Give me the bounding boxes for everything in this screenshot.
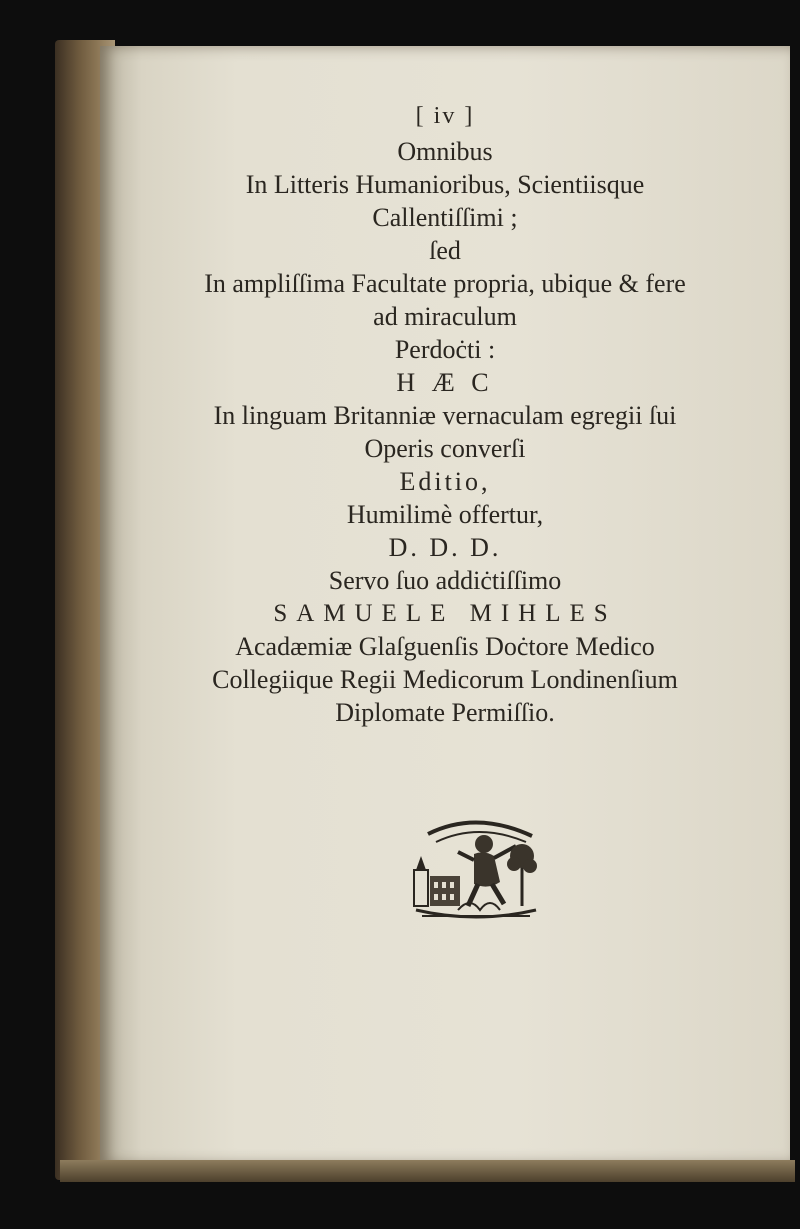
text-line-editio: Editio,	[399, 467, 491, 496]
dedication-text	[100, 100, 790, 729]
printers-ornament-icon	[408, 812, 544, 924]
text-line-miraculum: ad miraculum	[373, 302, 517, 331]
text-line-ddd: D. D. D.	[388, 533, 502, 562]
text-line-sed: ſed	[429, 236, 461, 265]
text-line-amplissima: In ampliſſima Facultate propria, ubique & fere	[204, 269, 686, 298]
text-line-acadaemiae: Acadæmiæ Glaſguenſis Doċtore Medico	[235, 632, 655, 661]
text-line-linguam: In linguam Britanniæ vernaculam egregii ſui	[213, 401, 677, 430]
page-number-header: [ iv ]	[415, 103, 475, 129]
text-line-haec: H Æ C	[396, 368, 494, 397]
text-line-offertur: Humilimè offertur,	[346, 500, 544, 529]
text-line-servo: Servo ſuo addiċtiſſimo	[328, 566, 562, 595]
text-line-operis: Operis converſi	[364, 434, 526, 463]
text-line-callentissimi: Callentiſſimi ;	[372, 203, 518, 232]
text-line-diplomate: Diplomate Permiſſio.	[335, 698, 555, 727]
text-line-omnibus: Omnibus	[397, 137, 493, 166]
text-line-collegiique: Collegiique Regii Medicorum Londinenſium	[212, 665, 678, 694]
page-bottom-edge	[60, 1160, 795, 1182]
text-line-litteris: In Litteris Humanioribus, Scientiisque	[245, 170, 645, 199]
text-line-samuele-mihles: SAMUELE MIHLES	[273, 600, 617, 627]
text-line-perdocti: Perdoċti :	[394, 335, 496, 364]
